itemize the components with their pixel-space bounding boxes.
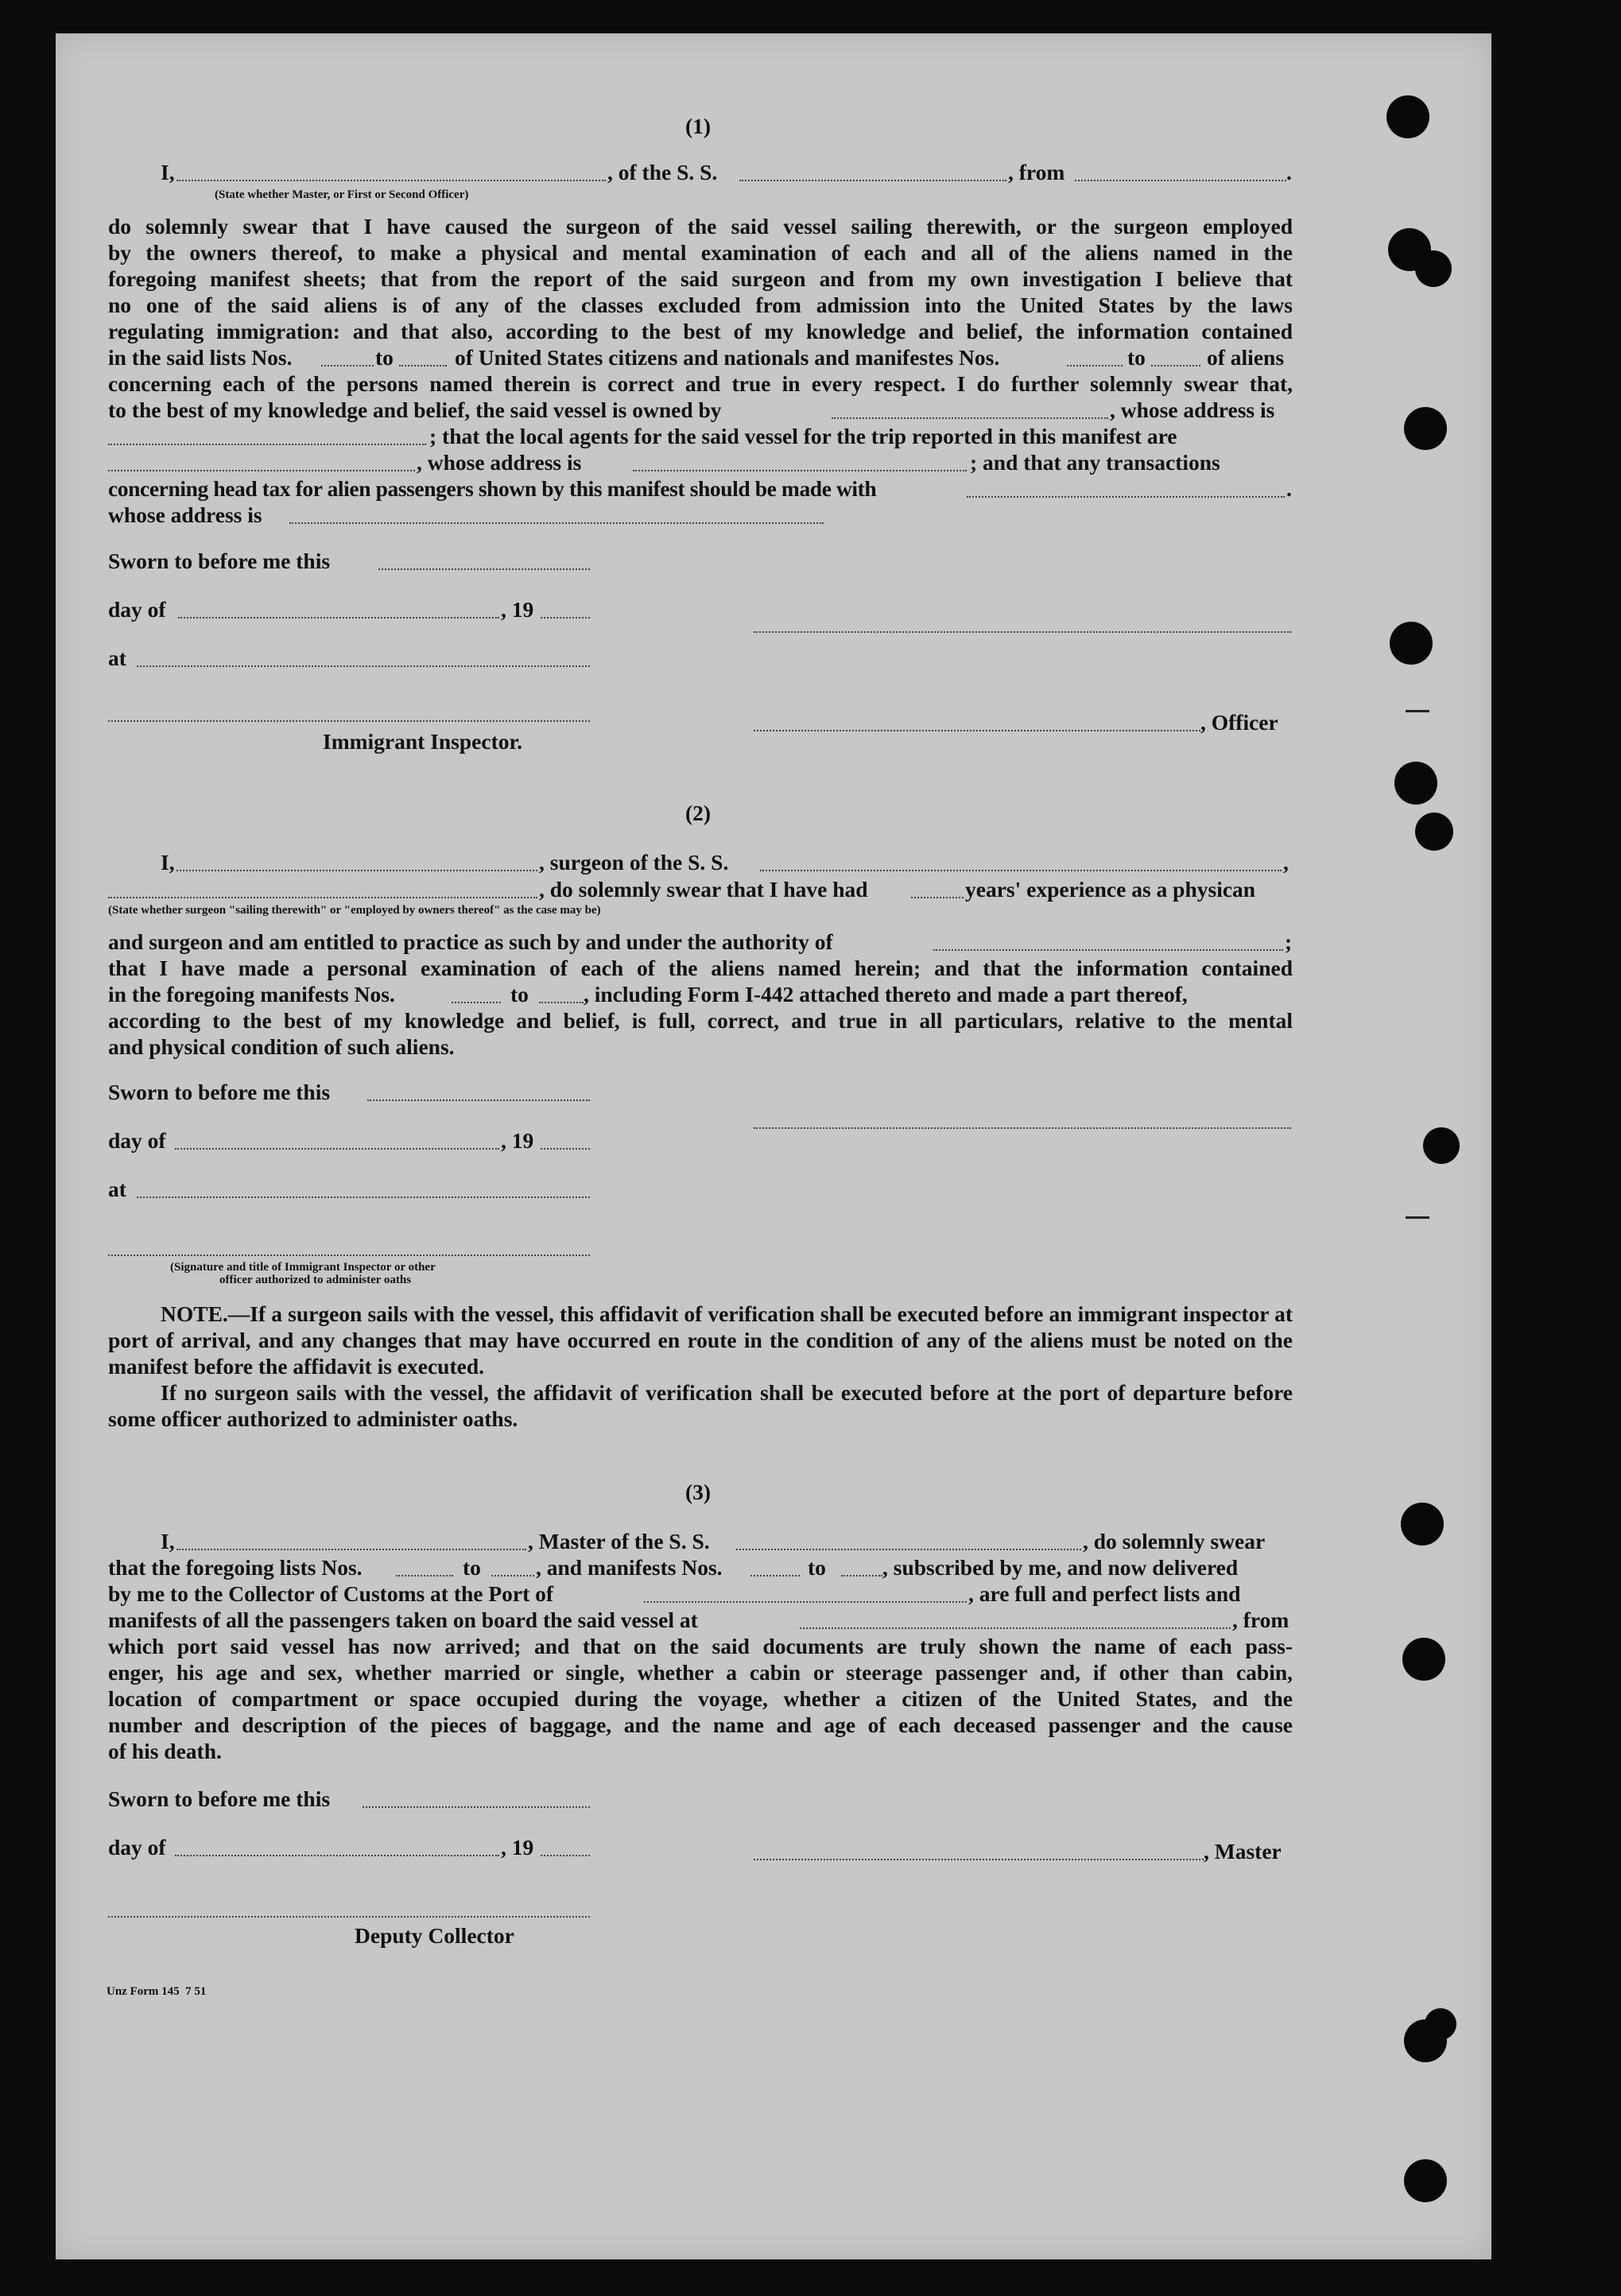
s1-of-ss-label: , of the S. S. bbox=[607, 160, 718, 184]
s2-foregoing-label: in the foregoing manifests Nos. bbox=[108, 982, 395, 1006]
s2-surgeon-signature-line[interactable] bbox=[754, 1127, 1291, 1129]
s3-master-of-label: , Master of the S. S. bbox=[528, 1529, 710, 1553]
s3-subscribed-label: , subscribed by me, and now delivered bbox=[882, 1555, 1239, 1580]
s3-lists-from-field[interactable] bbox=[396, 1575, 453, 1577]
s2-year-field[interactable] bbox=[541, 1148, 590, 1150]
s3-manifests-label: , and manifests Nos. bbox=[536, 1555, 723, 1580]
s2-at-place-field[interactable] bbox=[137, 1196, 590, 1198]
s2-authority-semicolon: ; bbox=[1285, 929, 1293, 954]
s1-officer-label: , Officer bbox=[1200, 710, 1278, 735]
s3-deputy-signature-line[interactable] bbox=[108, 1916, 590, 1918]
s3-port-field[interactable] bbox=[644, 1601, 967, 1603]
s3-foregoing-label: that the foregoing lists Nos. bbox=[108, 1555, 363, 1580]
s1-at-label: at bbox=[108, 646, 126, 670]
punch-hole bbox=[1423, 1127, 1460, 1164]
form-identifier: Unz Form 145 7 51 bbox=[107, 1985, 207, 1998]
s2-signature-note-1: (Signature and title of Immigrant Inspector or other bbox=[170, 1261, 436, 1274]
s1-year-label: , 19 bbox=[501, 597, 534, 622]
s3-body-line: which port said vessel has now arrived; and that on the said documents are truly shown the name of each pass- bbox=[108, 1634, 1293, 1658]
s2-manifests-to-label: to bbox=[510, 982, 529, 1006]
s1-vessel-name-field[interactable] bbox=[739, 180, 1006, 181]
s1-whose-address-label-2: , whose address is bbox=[417, 450, 582, 475]
s1-lists-label: in the said lists Nos. bbox=[108, 345, 293, 370]
s2-years-exp-label: years' experience as a physican bbox=[965, 877, 1256, 902]
s1-lists-to-label: to bbox=[375, 345, 394, 370]
s2-note-paragraph: NOTE.—If a surgeon sails with the vessel, this affidavit of verification shall be executed before an immigrant inspector at port of arrival, and any changes that may have occurred en route in the condition of any of the aliens must be noted on the manifest before the affidavit is executed. bbox=[108, 1301, 1293, 1379]
s2-inspector-signature-line[interactable] bbox=[108, 1255, 590, 1256]
s2-at-label: at bbox=[108, 1177, 126, 1201]
s1-manifests-to-label: to bbox=[1127, 345, 1146, 370]
s3-from-label: , from bbox=[1232, 1608, 1289, 1632]
s3-body-line: enger, his age and sex, whether married or single, whether a cabin or steerage passenger and, if other than cabin, bbox=[108, 1660, 1293, 1685]
s3-manifests-to-label: to bbox=[808, 1555, 826, 1580]
s1-head-tax-label: concerning head tax for alien passengers shown by this manifest should be made with bbox=[108, 476, 877, 501]
s2-manifests-from-field[interactable] bbox=[452, 1002, 501, 1003]
s3-manifests-all-label: manifests of all the passengers taken on board the said vessel at bbox=[108, 1608, 698, 1632]
s2-year-label: , 19 bbox=[501, 1128, 534, 1153]
punch-hole bbox=[1415, 250, 1452, 287]
s3-master-label: , Master bbox=[1204, 1839, 1282, 1864]
section-1-number: (1) bbox=[685, 114, 712, 138]
s1-whose-address-label-3: whose address is bbox=[108, 502, 262, 527]
s3-year-label: , 19 bbox=[501, 1835, 534, 1860]
s3-manifests-from-field[interactable] bbox=[750, 1575, 800, 1577]
punch-hole bbox=[1404, 2159, 1447, 2202]
s2-body-line: and physical condition of such aliens. bbox=[108, 1034, 455, 1059]
punch-hole bbox=[1402, 1638, 1445, 1681]
s3-body-line: of his death. bbox=[108, 1739, 222, 1763]
s1-officer-signature-line-2[interactable] bbox=[754, 730, 1200, 731]
s1-from-label: , from bbox=[1008, 160, 1065, 184]
s2-line1-comma: , bbox=[1283, 850, 1289, 875]
s2-authority-field[interactable] bbox=[933, 949, 1283, 951]
s2-vessel-name-field[interactable] bbox=[760, 870, 1282, 871]
punch-hole bbox=[1415, 813, 1453, 851]
s1-head-tax-address-field[interactable] bbox=[289, 522, 824, 524]
s1-owned-by-label: to the best of my knowledge and belief, the said vessel is owned by bbox=[108, 398, 722, 422]
s3-i-label: I, bbox=[161, 1529, 175, 1553]
s1-head-tax-period: . bbox=[1286, 476, 1292, 501]
s1-body-line: by the owners thereof, to make a physical and mental examination of each and all of the aliens named in the bbox=[108, 240, 1293, 265]
s1-body-line: do solemnly swear that I have caused the surgeon of the said vessel sailing therewith, or the surgeon employed bbox=[108, 214, 1293, 239]
s2-surgeon-note: (State whether surgeon "sailing therewith" or "employed by owners thereof" as the case may be) bbox=[108, 904, 601, 917]
margin-mark bbox=[1406, 710, 1429, 712]
s3-body-line: number and description of the pieces of baggage, and the name and age of each deceased passenger and the cause bbox=[108, 1712, 1293, 1737]
punch-hole bbox=[1425, 2008, 1456, 2040]
s3-manifests-to-field[interactable] bbox=[841, 1575, 882, 1577]
s2-body-line: according to the best of my knowledge and belief, is full, correct, and true in all particulars, relative to the mental bbox=[108, 1008, 1293, 1033]
s2-authority-label: and surgeon and am entitled to practice as such by and under the authority of bbox=[108, 929, 833, 954]
s1-inspector-label: Immigrant Inspector. bbox=[323, 729, 523, 754]
s1-at-place-field[interactable] bbox=[137, 665, 590, 667]
s1-lists-to-field[interactable] bbox=[399, 365, 447, 367]
s2-body-line: that I have made a personal examination of each of the aliens named herein; and that the information contained bbox=[108, 956, 1293, 980]
s1-manifests-from-field[interactable] bbox=[1067, 365, 1123, 367]
s1-officer-signature-line-1[interactable] bbox=[754, 631, 1291, 633]
s1-whose-address-label: , whose address is bbox=[1110, 398, 1275, 422]
s2-years-field[interactable] bbox=[911, 897, 964, 898]
s3-master-name-field[interactable] bbox=[176, 1549, 526, 1550]
s3-day-of-label: day of bbox=[108, 1835, 166, 1860]
section-2-number: (2) bbox=[685, 801, 712, 825]
s3-lists-to-field[interactable] bbox=[491, 1575, 534, 1577]
s1-owner-address-field[interactable] bbox=[108, 444, 426, 445]
s3-year-field[interactable] bbox=[541, 1855, 590, 1856]
s1-year-field[interactable] bbox=[541, 617, 590, 619]
s3-swear-label: , do solemnly swear bbox=[1083, 1529, 1266, 1553]
s1-body-line: foregoing manifest sheets; that from the report of the said surgeon and from my own investigation I believe that bbox=[108, 266, 1293, 291]
s3-sworn-date-field[interactable] bbox=[363, 1806, 590, 1808]
s1-transactions-label: ; and that any transactions bbox=[970, 450, 1220, 475]
s3-full-perfect-label: , are full and perfect lists and bbox=[968, 1581, 1241, 1606]
s1-owner-field[interactable] bbox=[832, 417, 1108, 419]
s1-head-tax-field[interactable] bbox=[967, 496, 1285, 498]
s1-from-port-field[interactable] bbox=[1075, 180, 1286, 181]
s2-including-label: , including Form I-442 attached thereto and made a part thereof, bbox=[584, 982, 1188, 1006]
s1-sworn-label: Sworn to before me this bbox=[108, 549, 331, 573]
section-3-number: (3) bbox=[685, 1480, 712, 1504]
s2-day-month-field[interactable] bbox=[175, 1148, 499, 1150]
punch-hole bbox=[1394, 762, 1437, 805]
s2-note-paragraph-2: If no surgeon sails with the vessel, the affidavit of verification shall be executed before at the port of departure before some officer authorized to administer oaths. bbox=[108, 1380, 1293, 1431]
punch-hole bbox=[1390, 622, 1433, 665]
s1-citizens-label: of United States citizens and nationals and manifestes Nos. bbox=[455, 345, 1000, 370]
s3-collector-label: by me to the Collector of Customs at the Port of bbox=[108, 1581, 554, 1606]
s3-deputy-label: Deputy Collector bbox=[355, 1923, 514, 1948]
s3-master-signature-line[interactable] bbox=[754, 1859, 1204, 1860]
s3-vessel-name-field[interactable] bbox=[736, 1549, 1081, 1550]
s3-sworn-label: Sworn to before me this bbox=[108, 1786, 331, 1811]
s1-sworn-date-field[interactable] bbox=[378, 568, 590, 570]
s2-surgeon-name-field[interactable] bbox=[176, 870, 537, 871]
s2-sworn-date-field[interactable] bbox=[367, 1100, 590, 1101]
s2-surgeon-of-label: , surgeon of the S. S. bbox=[539, 850, 729, 875]
s1-aliens-label: of aliens bbox=[1207, 345, 1285, 370]
s1-body-line: regulating immigration: and that also, according to the best of my knowledge and belief, the information contained bbox=[108, 319, 1293, 343]
s1-officer-note: (State whether Master, or First or Second Officer) bbox=[215, 188, 469, 201]
s2-sailing-status-field[interactable] bbox=[108, 897, 537, 898]
s1-line1-period: . bbox=[1286, 160, 1292, 184]
s1-manifests-to-field[interactable] bbox=[1151, 365, 1200, 367]
s1-i-label: I, bbox=[161, 160, 175, 184]
s1-day-month-field[interactable] bbox=[178, 617, 499, 619]
s1-agents-field[interactable] bbox=[108, 470, 415, 471]
s3-body-line: location of compartment or space occupied during the voyage, whether a citizen of the United States, and the bbox=[108, 1686, 1293, 1711]
s2-signature-note-2: officer authorized to administer oaths bbox=[219, 1274, 412, 1286]
s2-manifests-to-field[interactable] bbox=[539, 1002, 584, 1003]
margin-mark bbox=[1406, 1216, 1429, 1219]
s3-boarding-port-field[interactable] bbox=[800, 1627, 1231, 1629]
s1-body-line: concerning each of the persons named therein is correct and true in every respect. I do further solemnly swear that, bbox=[108, 371, 1293, 396]
s1-lists-from-field[interactable] bbox=[321, 365, 374, 367]
s1-officer-name-field[interactable] bbox=[176, 180, 606, 181]
s2-i-label: I, bbox=[161, 850, 175, 875]
s1-body-line: no one of the said aliens is of any of the classes excluded from admission into the United States by the laws bbox=[108, 293, 1293, 317]
s1-day-of-label: day of bbox=[108, 597, 166, 622]
punch-hole bbox=[1404, 407, 1447, 450]
s2-sworn-label: Sworn to before me this bbox=[108, 1080, 331, 1104]
s1-local-agents-label: ; that the local agents for the said vessel for the trip reported in this manifest are bbox=[429, 424, 1177, 448]
s2-day-of-label: day of bbox=[108, 1128, 166, 1153]
s1-agents-address-field[interactable] bbox=[633, 470, 967, 471]
s1-inspector-signature-line[interactable] bbox=[108, 720, 590, 722]
punch-hole bbox=[1386, 95, 1429, 138]
s2-swear-label: , do solemnly swear that I have had bbox=[539, 877, 868, 902]
s3-lists-to-label: to bbox=[463, 1555, 481, 1580]
punch-hole bbox=[1401, 1503, 1444, 1546]
s3-day-month-field[interactable] bbox=[175, 1855, 499, 1856]
